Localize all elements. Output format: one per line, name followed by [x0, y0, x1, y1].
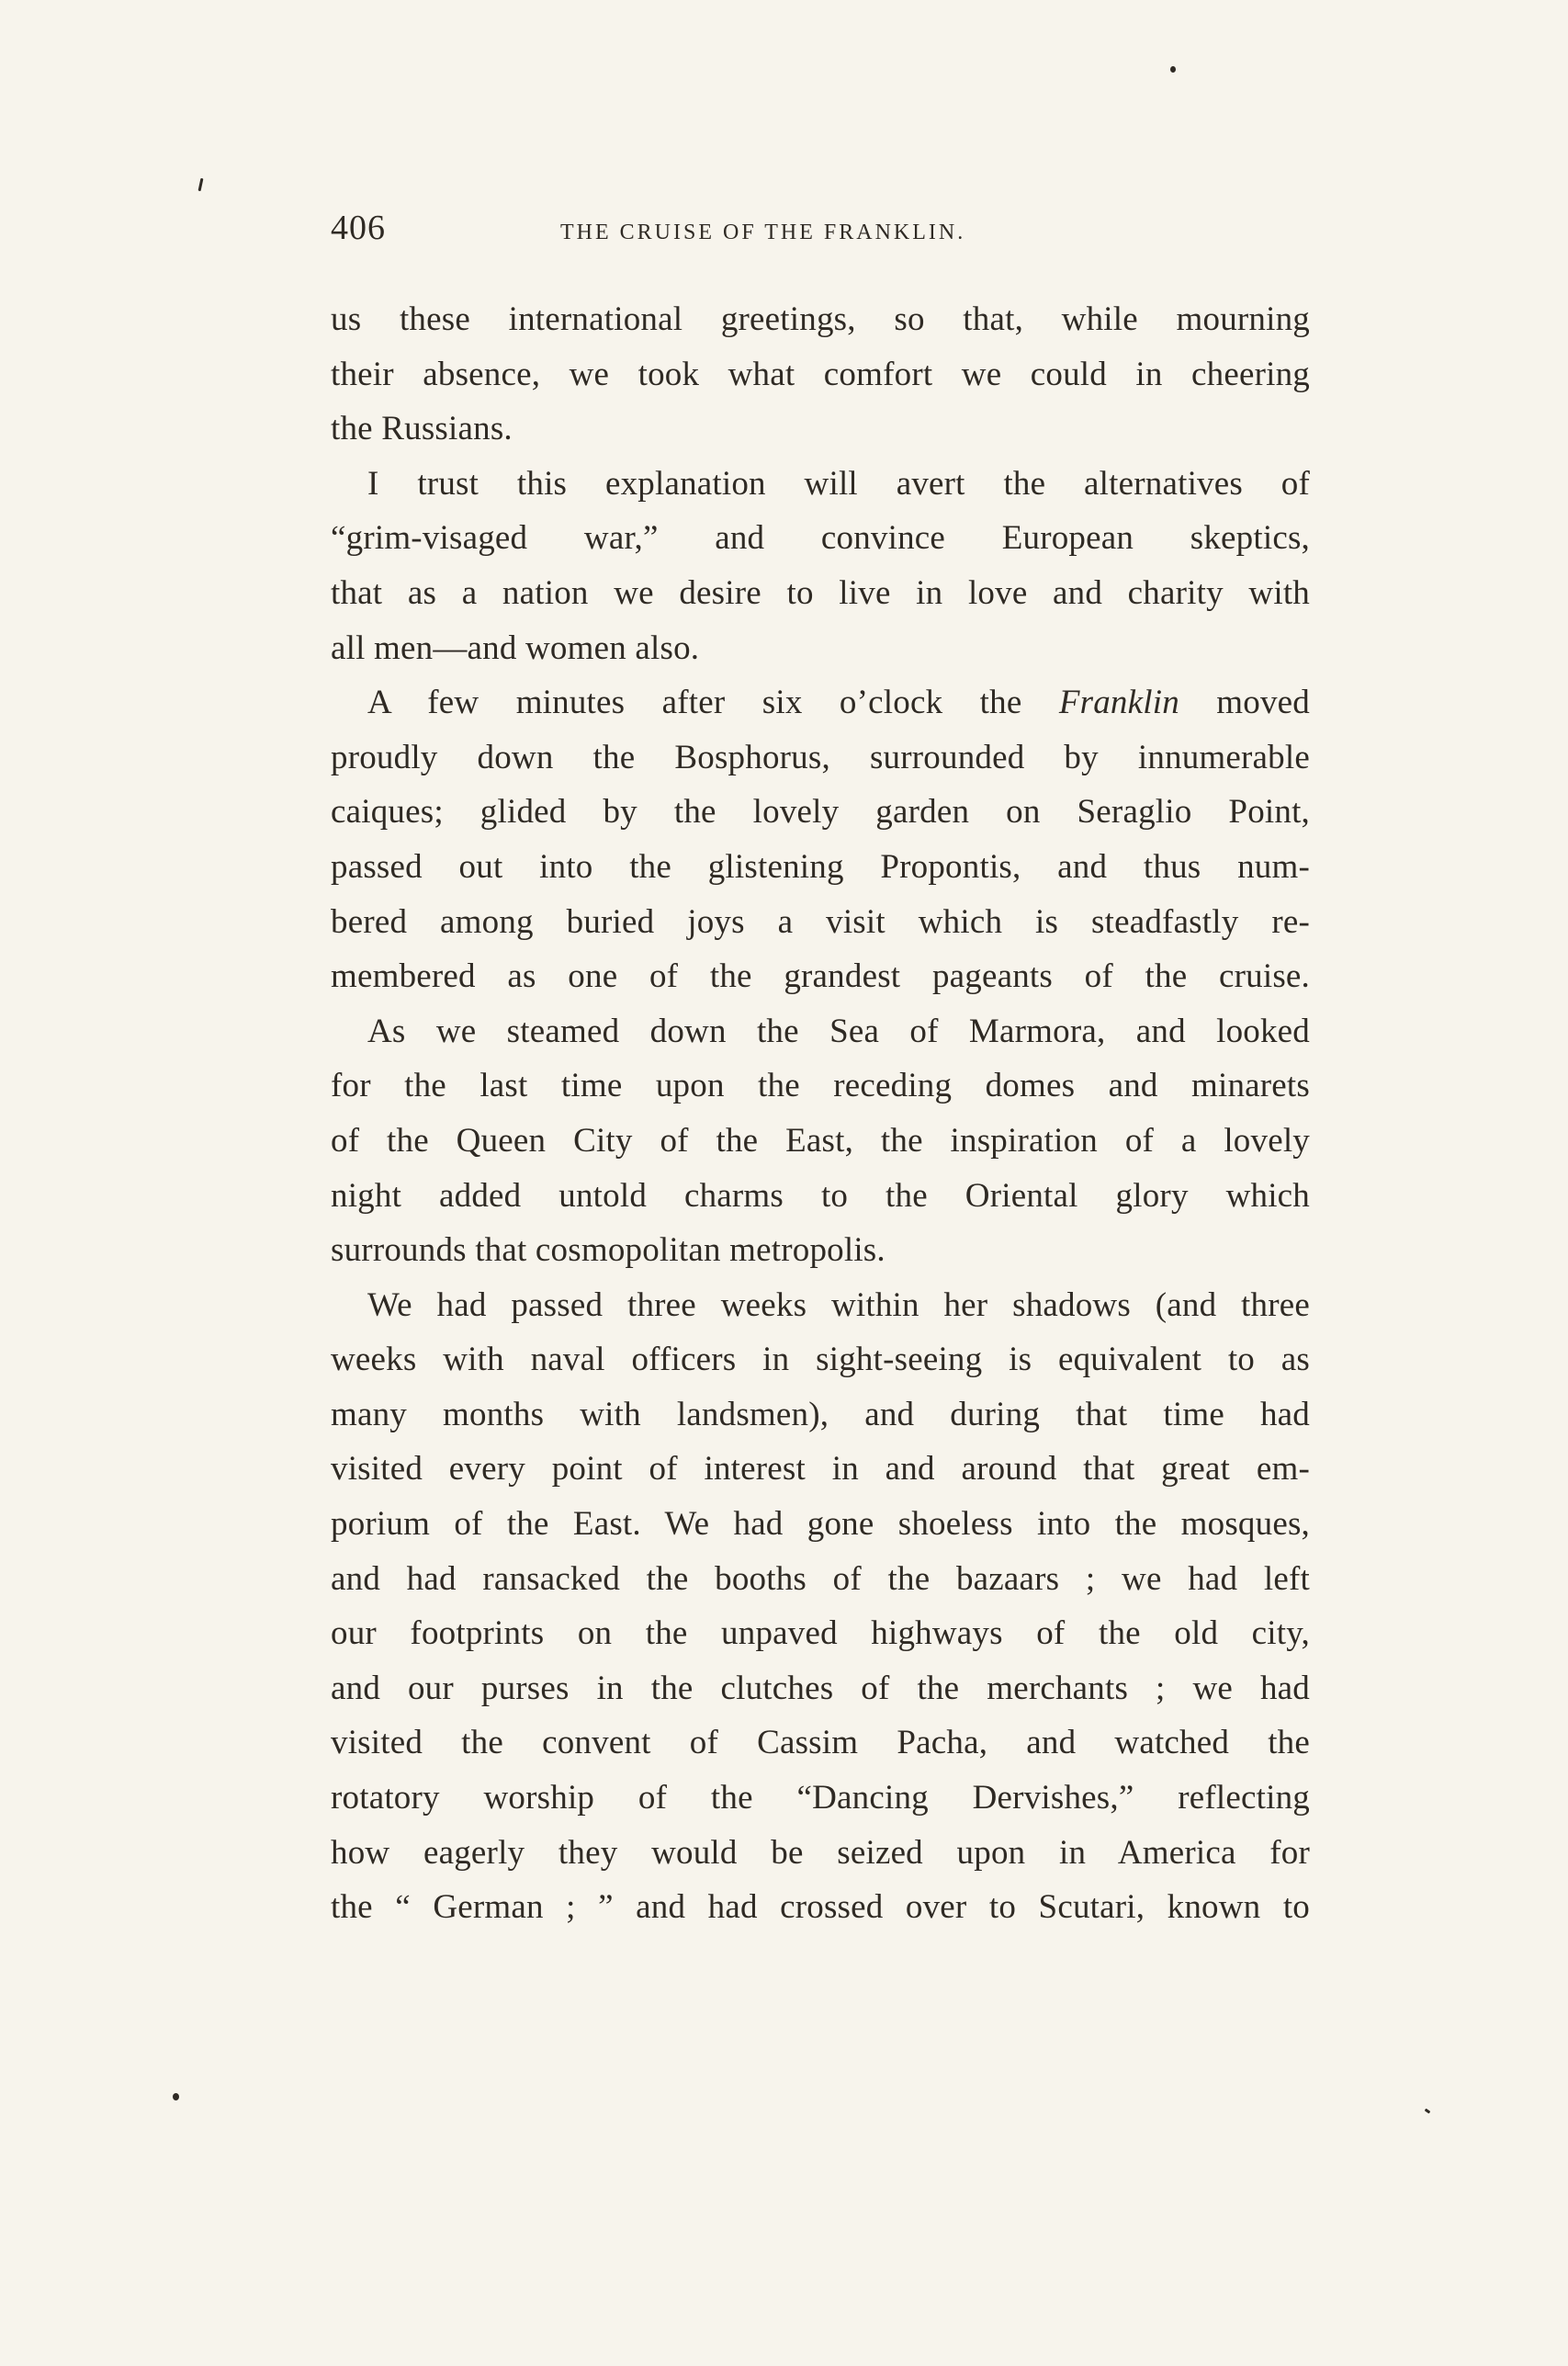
text-line: rotatory worship of the “Dancing Dervishes,” reflecting [331, 1779, 1310, 1817]
speck [1425, 2109, 1431, 2114]
text-line: and had ransacked the booths of the bazaars ; we had left [331, 1559, 1310, 1598]
text-line: I trust this explanation will avert the alternatives of [367, 464, 1310, 503]
text-line: their absence, we took what comfort we could in cheering [331, 355, 1310, 393]
running-head: THE CRUISE OF THE FRANKLIN. [560, 221, 966, 244]
text-line: our footprints on the unpaved highways of the old city, [331, 1614, 1310, 1653]
text-line: caiques; glided by the lovely garden on Seraglio Point, [331, 793, 1310, 832]
text-line: bered among buried joys a visit which is steadfastly re- [331, 902, 1310, 941]
text-line: “grim-visaged war,” and convince European skeptics, [331, 519, 1310, 558]
text-line: of the Queen City of the East, the inspiration of a lovely [331, 1121, 1310, 1160]
text-line-with-italic [331, 675, 1310, 730]
text-line: and our purses in the clutches of the merchants ; we had [331, 1669, 1310, 1707]
text-line: the Russians. [331, 410, 513, 448]
text-line: membered as one of the grandest pageants of the cruise. [331, 957, 1310, 996]
text-line: many months with landsmen), and during that time had [331, 1395, 1310, 1433]
text-segment: A few minutes after six o’clock the [367, 684, 1059, 722]
text-line: porium of the East. We had gone shoeless into the mosques, [331, 1505, 1310, 1544]
speck [198, 178, 204, 191]
text-line: We had passed three weeks within her shadows (and three [367, 1285, 1310, 1324]
text-line: visited every point of interest in and around that great em- [331, 1450, 1310, 1489]
ship-name: Franklin [1058, 684, 1179, 722]
text-line: that as a nation we desire to live in love and charity with [331, 573, 1310, 612]
text-line: weeks with naval officers in sight-seeing is equivalent to as [331, 1341, 1310, 1379]
text-line: for the last time upon the receding domes and minarets [331, 1067, 1310, 1105]
speck [1170, 66, 1176, 73]
text-line: us these international greetings, so that, while mourning [331, 300, 1310, 338]
text-line: As we steamed down the Sea of Marmora, and looked [367, 1012, 1310, 1050]
text-segment: moved [1179, 684, 1310, 722]
text-line: night added untold charms to the Oriental glory which [331, 1176, 1310, 1215]
text-line: the “ German ; ” and had crossed over to Scutari, known to [331, 1888, 1310, 1927]
speck [173, 2093, 179, 2100]
text-line: how eagerly they would be seized upon in America for [331, 1833, 1310, 1872]
text-line: proudly down the Bosphorus, surrounded by innumerable [331, 738, 1310, 776]
text-line: surrounds that cosmopolitan metropolis. [331, 1231, 886, 1270]
page-number: 406 [331, 209, 386, 247]
text-line: visited the convent of Cassim Pacha, and watched the [331, 1724, 1310, 1762]
text-line: passed out into the glistening Propontis, and thus num- [331, 847, 1310, 886]
text-line: all men—and women also. [331, 628, 700, 667]
page-header [331, 208, 1314, 263]
body-text [331, 292, 1310, 1935]
